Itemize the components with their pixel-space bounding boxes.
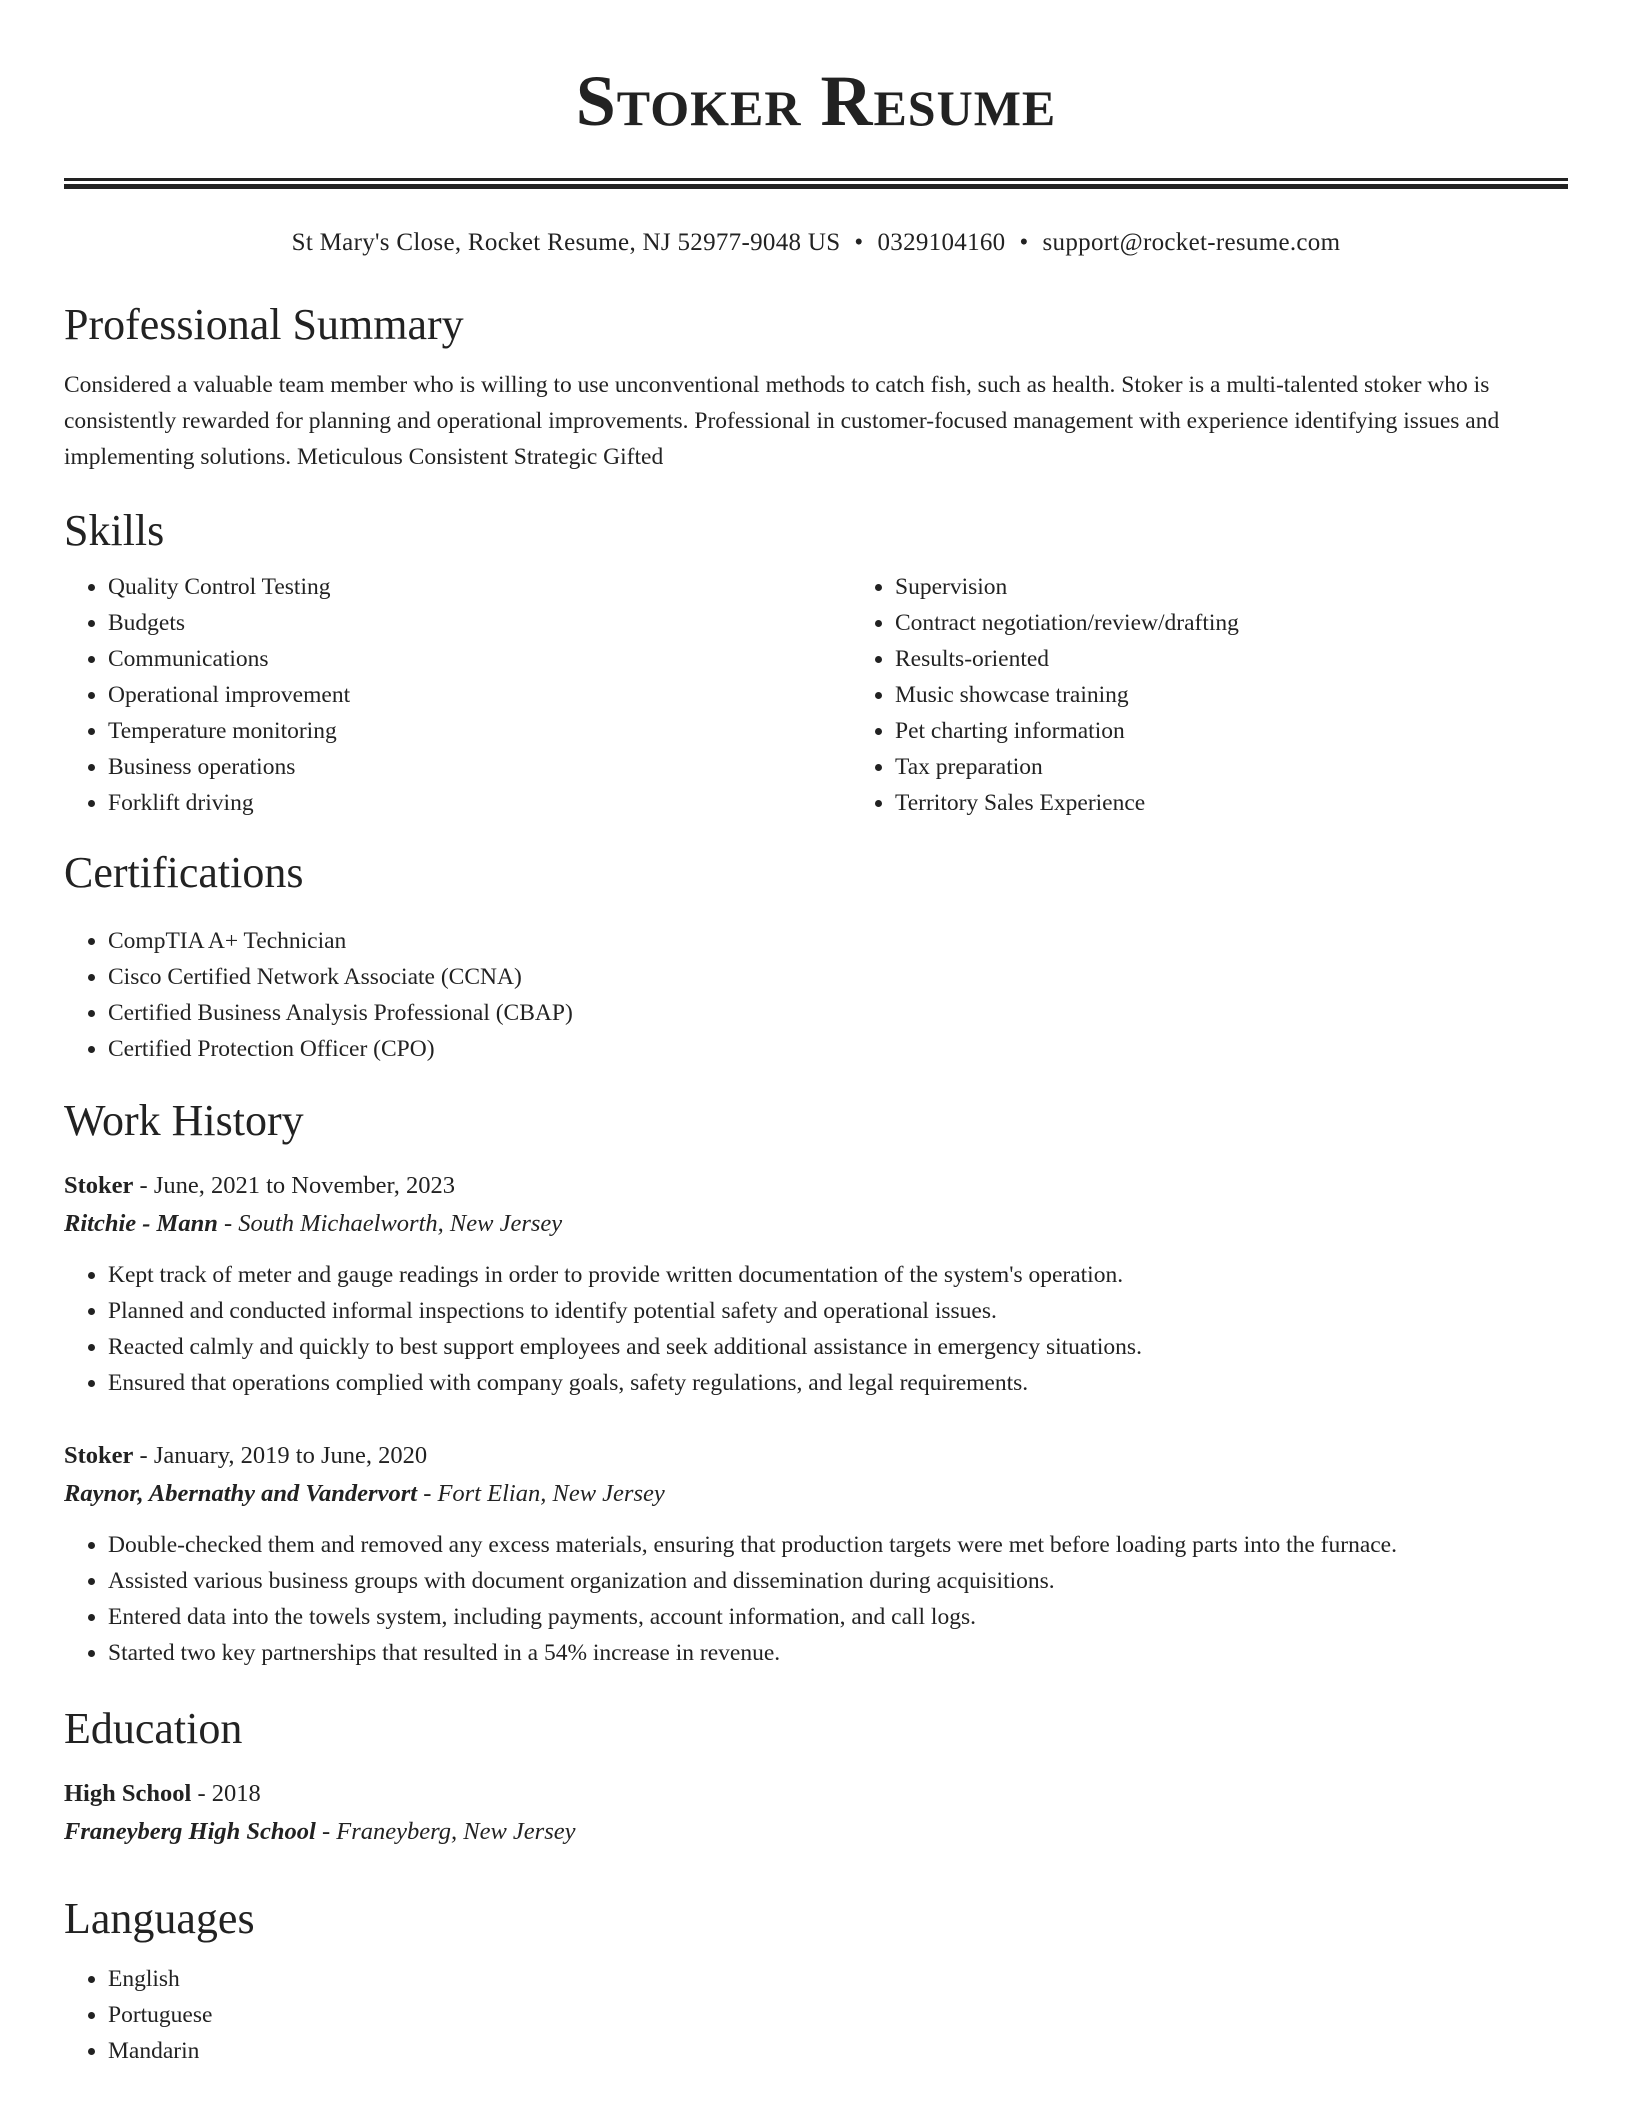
job-title: Stoker [64, 1172, 134, 1199]
language-item: • Mandarin [108, 2033, 1568, 2069]
job-bullet: • Entered data into the towels system, including payments, account information, and call logs. [108, 1599, 1568, 1635]
work-history-section [64, 1093, 1568, 1671]
languages-heading: Languages [64, 1894, 255, 1943]
job-bullet: • Double-checked them and removed any excess materials, ensuring that production targets were met before loading parts into the furnace. [108, 1527, 1568, 1563]
job-bullet: • Started two key partnerships that resulted in a 54% increase in revenue. [108, 1635, 1568, 1671]
job-entry [64, 1437, 1568, 1671]
education-entry [64, 1775, 1568, 1851]
skill-item: • Territory Sales Experience [895, 785, 1632, 821]
summary-text: Considered a valuable team member who is willing to use unconventional methods to catch fish, such as health. Stoker is a multi-talented stoker who is consistently rewarded for planning and operational improvements. Professional in customer-focused management with experience identifying issues and implementing solutions. Meticulous Consistent Strategic Gifted [64, 372, 1500, 470]
job-bullet: • Ensured that operations complied with company goals, safety regulations, and legal requirements. [108, 1365, 1568, 1401]
skill-item: • Results-oriented [895, 641, 1632, 677]
job-entry [64, 1167, 1568, 1401]
header-double-rule [64, 178, 1568, 189]
job-company: Raynor, Abernathy and Vandervort [64, 1480, 418, 1507]
certification-item: • Certified Business Analysis Professional (CBAP) [108, 995, 1568, 1031]
certification-item: • CompTIA A+ Technician [108, 923, 1568, 959]
job-org-line [64, 1475, 1568, 1513]
job-company: Ritchie - Mann [64, 1210, 218, 1237]
job-dates: - June, 2021 to November, 2023 [133, 1172, 455, 1199]
certifications-list [64, 923, 1568, 1067]
certification-item: • Certified Protection Officer (CPO) [108, 1031, 1568, 1067]
education-school: Franeyberg High School [64, 1818, 316, 1845]
languages-list [64, 1961, 1568, 2069]
skill-item: • Temperature monitoring [108, 713, 851, 749]
education-degree-line [64, 1775, 1568, 1813]
skill-item: • Supervision [895, 569, 1632, 605]
job-bullets [64, 1527, 1568, 1671]
skill-item: • Forklift driving [108, 785, 851, 821]
skills-section [64, 503, 1568, 821]
contact-email: support@rocket-resume.com [1042, 229, 1341, 256]
job-bullets [64, 1257, 1568, 1401]
certifications-heading: Certifications [64, 848, 304, 897]
education-section [64, 1701, 1568, 1851]
job-bullet: • Kept track of meter and gauge readings in order to provide written documentation of the system's operation. [108, 1257, 1568, 1293]
job-title-line [64, 1167, 1568, 1205]
education-year: - 2018 [191, 1780, 261, 1807]
job-bullet: • Planned and conducted informal inspections to identify potential safety and operational issues. [108, 1293, 1568, 1329]
education-location: - Franeyberg, New Jersey [315, 1818, 576, 1845]
job-bullet: • Reacted calmly and quickly to best support employees and seek additional assistance in emergency situations. [108, 1329, 1568, 1365]
certification-item: • Cisco Certified Network Associate (CCNA) [108, 959, 1568, 995]
education-heading: Education [64, 1704, 243, 1753]
skills-heading: Skills [64, 506, 165, 555]
language-item: • English [108, 1961, 1568, 1997]
contact-address: St Mary's Close, Rocket Resume, NJ 52977-9048 US [291, 229, 841, 256]
skill-item: • Pet charting information [895, 713, 1632, 749]
skill-item: • Business operations [108, 749, 851, 785]
skill-item: • Budgets [108, 605, 851, 641]
summary-heading: Professional Summary [64, 300, 464, 349]
summary-section [64, 297, 1568, 475]
contact-phone: 0329104160 [877, 229, 1006, 256]
languages-section [64, 1891, 1568, 2069]
skill-item: • Quality Control Testing [108, 569, 851, 605]
contact-separator: • [1019, 229, 1029, 256]
job-org-line [64, 1205, 1568, 1243]
skill-item: • Contract negotiation/review/drafting [895, 605, 1632, 641]
contact-separator: • [854, 229, 864, 256]
skills-columns [64, 569, 1568, 821]
job-bullet: • Assisted various business groups with document organization and dissemination during acquisitions. [108, 1563, 1568, 1599]
work-history-heading: Work History [64, 1096, 304, 1145]
education-degree: High School [64, 1780, 192, 1807]
job-location: - South Michaelworth, New Jersey [217, 1210, 563, 1237]
skill-item: • Operational improvement [108, 677, 851, 713]
job-location: - Fort Elian, New Jersey [417, 1480, 665, 1507]
contact-line [64, 227, 1568, 259]
language-item: • Portuguese [108, 1997, 1568, 2033]
skill-item: • Communications [108, 641, 851, 677]
education-school-line [64, 1813, 1568, 1851]
job-title: Stoker [64, 1442, 134, 1469]
certifications-section [64, 845, 1568, 1067]
job-dates: - January, 2019 to June, 2020 [133, 1442, 428, 1469]
skill-item: • Tax preparation [895, 749, 1632, 785]
skills-list-left [64, 569, 851, 821]
job-title-line [64, 1437, 1568, 1475]
resume-name: Stoker Resume [575, 61, 1057, 141]
skill-item: • Music showcase training [895, 677, 1632, 713]
skills-list-right [851, 569, 1632, 821]
